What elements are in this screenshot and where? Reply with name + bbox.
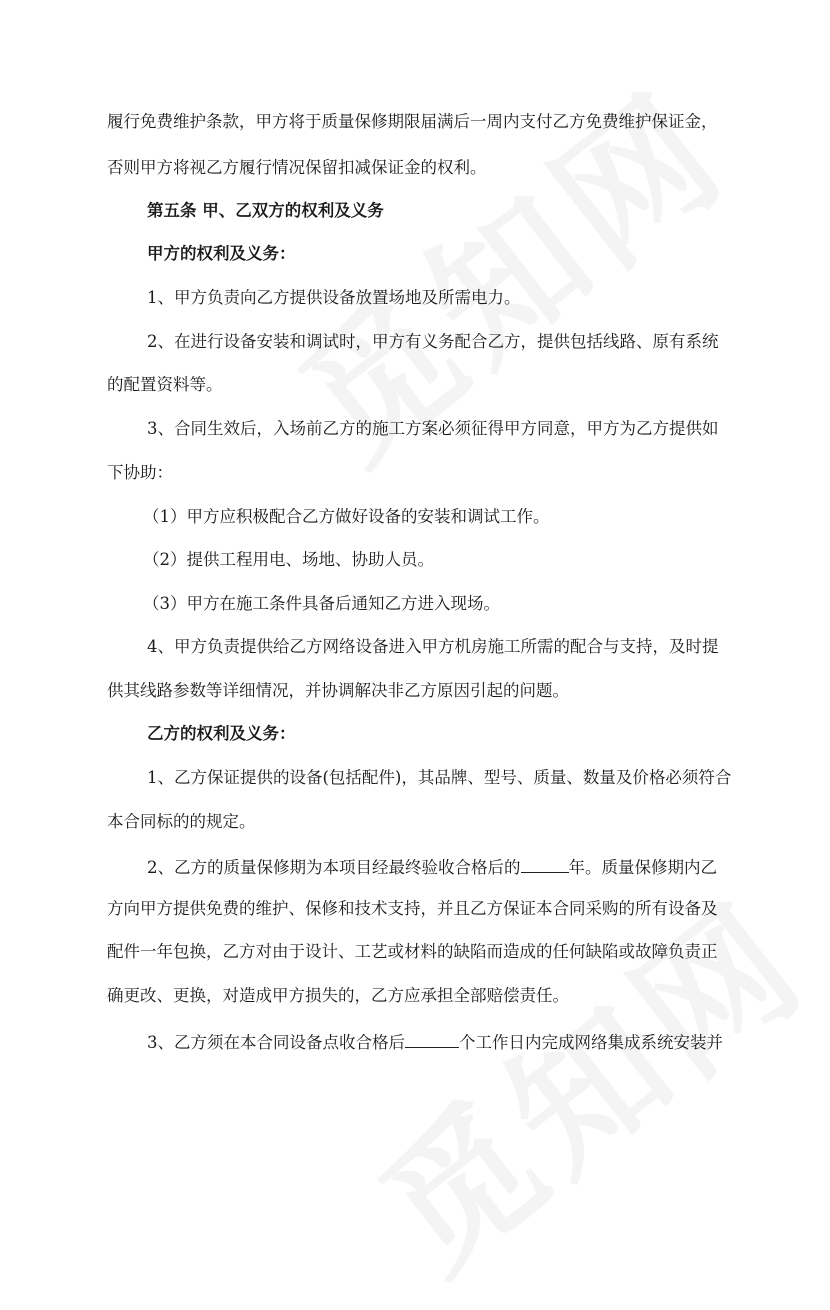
party-a-heading: 甲方的权利及义务：	[147, 244, 296, 263]
body-line-with-blank	[147, 1029, 723, 1054]
body-line: 下协助：	[107, 463, 173, 482]
body-line: 配件一年包换，乙方对由于设计、工艺或材料的缺陷而造成的任何缺陷或故障负责正	[107, 942, 718, 961]
body-line: 1、乙方保证提供的设备(包括配件)，其品牌、型号、质量、数量及价格必须符合	[147, 768, 732, 787]
party-b-heading: 乙方的权利及义务：	[147, 724, 296, 743]
fill-in-blank	[405, 1029, 459, 1048]
body-line: 4、甲方负责提供给乙方网络设备进入甲方机房施工所需的配合与支持，及时提	[147, 637, 719, 656]
line-text: 3、乙方须在本合同设备点收合格后	[147, 1033, 405, 1052]
body-line: 供其线路参数等详细情况，并协调解决非乙方原因引起的问题。	[107, 681, 569, 700]
body-line-with-blank	[147, 854, 717, 879]
body-line: 本合同标的的规定。	[107, 812, 256, 831]
body-line: 2、在进行设备安装和调试时，甲方有义务配合乙方，提供包括线路、原有系统	[147, 332, 719, 351]
body-line: 履行免费维护条款，甲方将于质量保修期限届满后一周内支付乙方免费维护保证金，	[107, 112, 718, 131]
list-item: （1）甲方应积极配合乙方做好设备的安装和调试工作。	[143, 507, 550, 526]
body-line: 确更改、更换，对造成甲方损失的，乙方应承担全部赔偿责任。	[107, 986, 569, 1005]
body-line: 方向甲方提供免费的维护、保修和技术支持，并且乙方保证本合同采购的所有设备及	[107, 899, 718, 918]
body-line: 1、甲方负责向乙方提供设备放置场地及所需电力。	[147, 288, 521, 307]
body-line: 否则甲方将视乙方履行情况保留扣减保证金的权利。	[107, 158, 487, 177]
line-text: 2、乙方的质量保修期为本项目经最终验收合格后的	[147, 858, 521, 877]
list-item: （3）甲方在施工条件具备后通知乙方进入现场。	[143, 594, 500, 613]
body-line: 3、合同生效后，入场前乙方的施工方案必须征得甲方同意，甲方为乙方提供如	[147, 419, 719, 438]
section-heading: 第五条 甲、乙双方的权利及义务	[147, 201, 384, 220]
list-item: （2）提供工程用电、场地、协助人员。	[143, 550, 434, 569]
line-text: 年。质量保修期内乙	[568, 858, 717, 877]
line-text: 个工作日内完成网络集成系统安装并	[459, 1033, 723, 1052]
fill-in-blank	[521, 854, 569, 873]
body-line: 的配置资料等。	[107, 375, 223, 394]
